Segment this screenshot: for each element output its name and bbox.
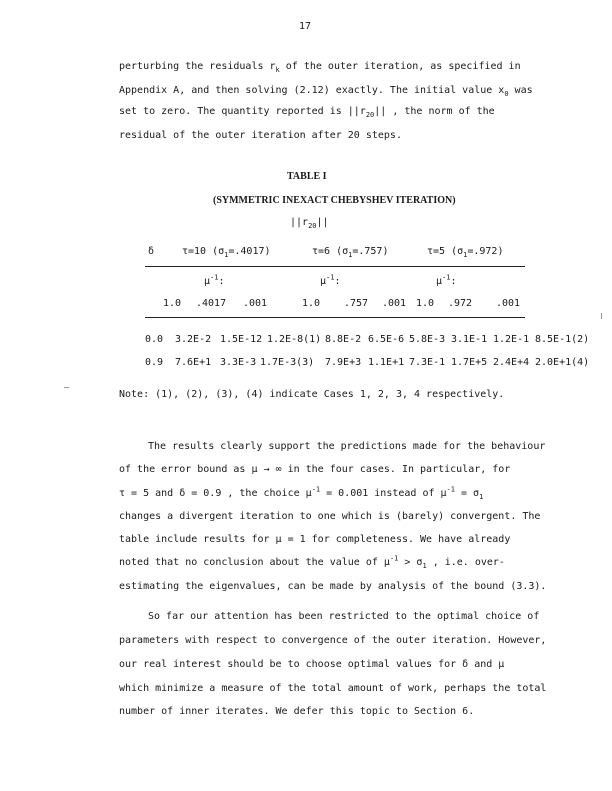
delta-value: 0.0: [145, 334, 164, 345]
paragraph-line: which minimize a measure of the total amount of work, perhaps the total: [119, 683, 547, 694]
mu-value: .972: [448, 298, 473, 309]
table-cell: 1.7E-3(3): [260, 357, 315, 368]
mu-label: $\mu^{-1}$:: [204, 273, 225, 287]
mu-value: 1.0: [416, 298, 435, 309]
table-cell: 5.8E-3: [409, 334, 446, 345]
group-header: τ=10 $(\sigma_1=.4017)$: [182, 246, 271, 259]
paragraph-line: τ = 5 and δ = 0.9 , the choice $\mu^{-1} = 0.001$ instead of $\mu^{-1} = \sigma_1$: [119, 485, 484, 501]
page-number: 17: [299, 21, 312, 32]
table-title: TABLE I: [287, 171, 327, 182]
paragraph-line: noted that no conclusion about the value of $\mu^{-1} > \sigma_1$ , i.e. over-: [119, 554, 505, 570]
table-cell: 2.4E+4: [493, 357, 530, 368]
table-cell: 8.5E-1(2): [535, 334, 590, 345]
mu-value: .4017: [196, 298, 227, 309]
table-subtitle: (SYMMETRIC INEXACT CHEBYSHEV ITERATION): [213, 195, 456, 206]
paragraph-line: So far our attention has been restricted to the optimal choice of: [148, 611, 540, 622]
table-cell: 2.0E+1(4): [535, 357, 590, 368]
mu-value: .001: [496, 298, 521, 309]
table-cell: 1.2E-8(1): [267, 334, 322, 345]
group-header: τ=5 $(\sigma_1=.972)$: [427, 246, 504, 259]
mu-value: 1.0: [302, 298, 321, 309]
table-cell: 7.6E+1: [175, 357, 212, 368]
table-cell: 3.2E-2: [175, 334, 212, 345]
table-rule: [145, 266, 525, 267]
table-cell: 1.1E+1: [368, 357, 405, 368]
table-cell: 3.1E-1: [451, 334, 488, 345]
scan-speck: [601, 313, 602, 319]
table-cell: 6.5E-6: [368, 334, 405, 345]
table-cell: 7.9E+3: [325, 357, 362, 368]
table-note: Note: (1), (2), (3), (4) indicate Cases 1, 2, 3, 4 respectively.: [119, 389, 505, 400]
intro-line: residual of the outer iteration after 20 steps.: [119, 130, 402, 141]
table-cell: 8.8E-2: [325, 334, 362, 345]
paragraph-line: changes a divergent iteration to one which is (barely) convergent. The: [119, 511, 541, 522]
intro-line: set to zero. The quantity reported is $||r_{20}||$ , the norm of the: [119, 106, 495, 119]
mu-value: .001: [382, 298, 407, 309]
mu-label: $\mu^{-1}$:: [436, 273, 457, 287]
delta-value: 0.9: [145, 357, 164, 368]
table-cell: 1.2E-1: [493, 334, 530, 345]
paragraph-line: our real interest should be to choose optimal values for δ and μ: [119, 659, 505, 670]
mu-value: 1.0: [163, 298, 182, 309]
delta-column-header: δ: [148, 246, 155, 257]
paragraph-line: of the error bound as μ → ∞ in the four cases. In particular, for: [119, 464, 511, 475]
table-cell: 1.7E+5: [451, 357, 488, 368]
table-cell: 1.5E-12: [220, 334, 263, 345]
paragraph-line: number of inner iterates. We defer this topic to Section 6.: [119, 706, 475, 717]
paragraph-line: The results clearly support the predictions made for the behaviour: [148, 441, 546, 452]
intro-line: perturbing the residuals $r_k$ of the outer iteration, as specified in: [119, 61, 521, 74]
table-cell: 7.3E-1: [409, 357, 446, 368]
paragraph-line: parameters with respect to convergence of the outer iteration. However,: [119, 635, 547, 646]
paragraph-line: estimating the eigenvalues, can be made by analysis of the bound (3.3).: [119, 581, 547, 592]
paragraph-line: table include results for μ = 1 for completeness. We have already: [119, 534, 511, 545]
mu-value: .757: [344, 298, 369, 309]
table-quantity: $||r_{20}||$: [290, 217, 329, 230]
intro-line: Appendix A, and then solving (2.12) exactly. The initial value $x_0$ was: [119, 85, 533, 98]
table-rule: [145, 317, 525, 318]
mu-label: $\mu^{-1}$:: [320, 273, 341, 287]
table-cell: 3.3E-3: [220, 357, 257, 368]
group-header: τ=6 $(\sigma_1=.757)$: [312, 246, 389, 259]
scan-speck: [64, 387, 69, 388]
mu-value: .001: [243, 298, 268, 309]
